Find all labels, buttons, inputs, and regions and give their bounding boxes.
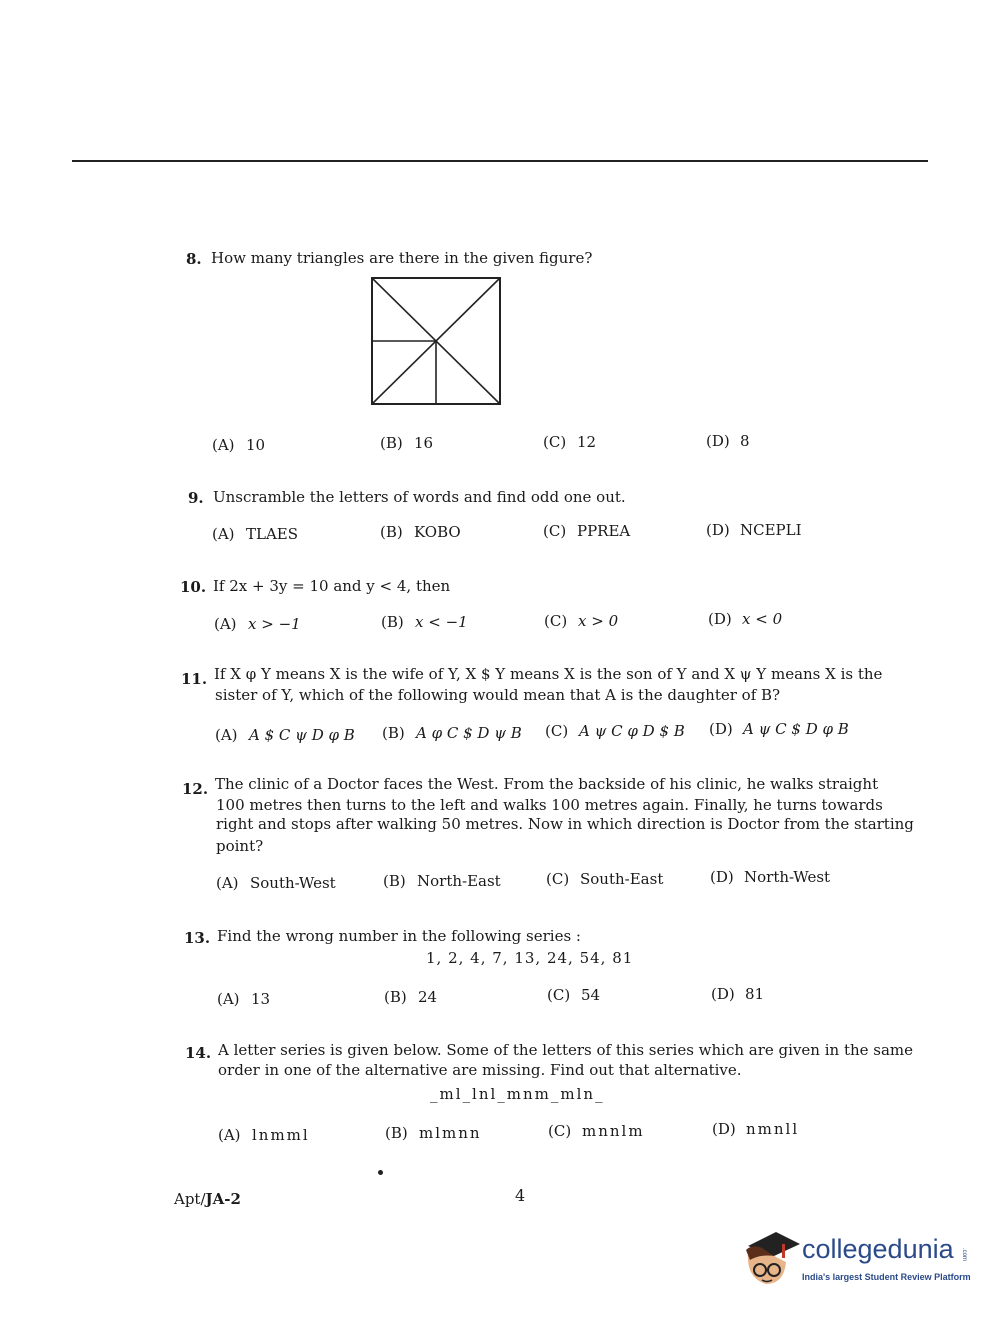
- q9-option-a: (A) TLAES: [212, 525, 299, 543]
- q10-option-b: (B) x < −1: [381, 613, 468, 631]
- q13-option-b: (B) 24: [384, 988, 438, 1006]
- question-13-text: Find the wrong number in the following series :: [217, 927, 581, 945]
- q10-option-c: (C) x > 0: [544, 612, 619, 630]
- mascot-logo-icon: [740, 1226, 800, 1292]
- question-11-line-2: sister of Y, which of the following would mean that A is the daughter of B?: [215, 686, 781, 704]
- q14-option-b: (B) mlmnn: [385, 1124, 482, 1142]
- question-14-line-1: A letter series is given below. Some of the letters of this series which are given in the same: [218, 1041, 914, 1059]
- paper-code: Apt/JA-2: [174, 1190, 241, 1208]
- question-11-line-1: If X φ Y means X is the wife of Y, X $ Y means X is the son of Y and X ψ Y means X is the: [214, 665, 883, 683]
- q8-option-a: (A) 10: [212, 436, 266, 454]
- triangle-figure: [370, 276, 502, 406]
- header-rule: [72, 160, 928, 162]
- question-13-series: 1, 2, 4, 7, 13, 24, 54, 81: [426, 949, 634, 967]
- question-11-number: 11.: [181, 670, 208, 688]
- q8-option-b: (B) 16: [380, 434, 434, 452]
- q8-option-c: (C) 12: [543, 433, 597, 451]
- q11-option-c: (C) A ψ C φ D $ B: [545, 722, 685, 740]
- q12-option-c: (C) South-East: [546, 870, 664, 888]
- q11-option-b: (B) A φ C $ D ψ B: [382, 724, 522, 742]
- q10-option-a: (A) x > −1: [214, 615, 301, 633]
- q8-option-d: (D) 8: [706, 432, 750, 450]
- stray-dot: [378, 1170, 383, 1175]
- brand-suffix: .com: [961, 1248, 967, 1262]
- q9-option-c: (C) PPREA: [543, 522, 631, 540]
- q12-option-b: (B) North-East: [383, 872, 501, 890]
- q10-option-d: (D) x < 0: [708, 610, 783, 628]
- question-8-text: How many triangles are there in the given figure?: [211, 249, 593, 267]
- question-12-line-4: point?: [216, 837, 264, 855]
- collegedunia-watermark: [740, 1226, 976, 1292]
- question-9-text: Unscramble the letters of words and find odd one out.: [213, 488, 626, 506]
- question-13-number: 13.: [184, 929, 211, 947]
- q11-option-d: (D) A ψ C $ D φ B: [709, 720, 849, 738]
- question-12-line-3: right and stops after walking 50 metres. Now in which direction is Doctor from the starting: [216, 815, 914, 833]
- q13-option-d: (D) 81: [711, 985, 765, 1003]
- brand-name: collegedunia: [802, 1234, 954, 1264]
- question-14-number: 14.: [185, 1044, 212, 1062]
- q9-option-b: (B) KOBO: [380, 523, 461, 541]
- question-10-number: 10.: [180, 578, 207, 596]
- q12-option-a: (A) South-West: [216, 874, 336, 892]
- question-12-line-2: 100 metres then turns to the left and walks 100 metres again. Finally, he turns towards: [216, 796, 883, 814]
- question-8-number: 8.: [186, 250, 202, 268]
- page-number: 4: [515, 1186, 526, 1205]
- q14-option-d: (D) nmnll: [712, 1120, 800, 1138]
- question-10-text: If 2x + 3y = 10 and y < 4, then: [213, 577, 451, 595]
- q14-option-a: (A) lnmml: [218, 1126, 310, 1144]
- q13-option-a: (A) 13: [217, 990, 271, 1008]
- q11-option-a: (A) A $ C ψ D φ B: [215, 726, 355, 744]
- question-14-line-2: order in one of the alternative are missing. Find out that alternative.: [218, 1061, 742, 1079]
- question-12-number: 12.: [182, 780, 209, 798]
- question-12-line-1: The clinic of a Doctor faces the West. From the backside of his clinic, he walks straight: [215, 775, 879, 793]
- q9-option-d: (D) NCEPLI: [706, 521, 802, 539]
- question-9-number: 9.: [188, 489, 204, 507]
- question-14-series: _ml_lnl_mnm_mln_: [430, 1085, 605, 1103]
- q12-option-d: (D) North-West: [710, 868, 831, 886]
- q14-option-c: (C) mnnlm: [548, 1122, 645, 1140]
- q13-option-c: (C) 54: [547, 986, 601, 1004]
- brand-tagline: India's largest Student Review Platform: [802, 1272, 971, 1282]
